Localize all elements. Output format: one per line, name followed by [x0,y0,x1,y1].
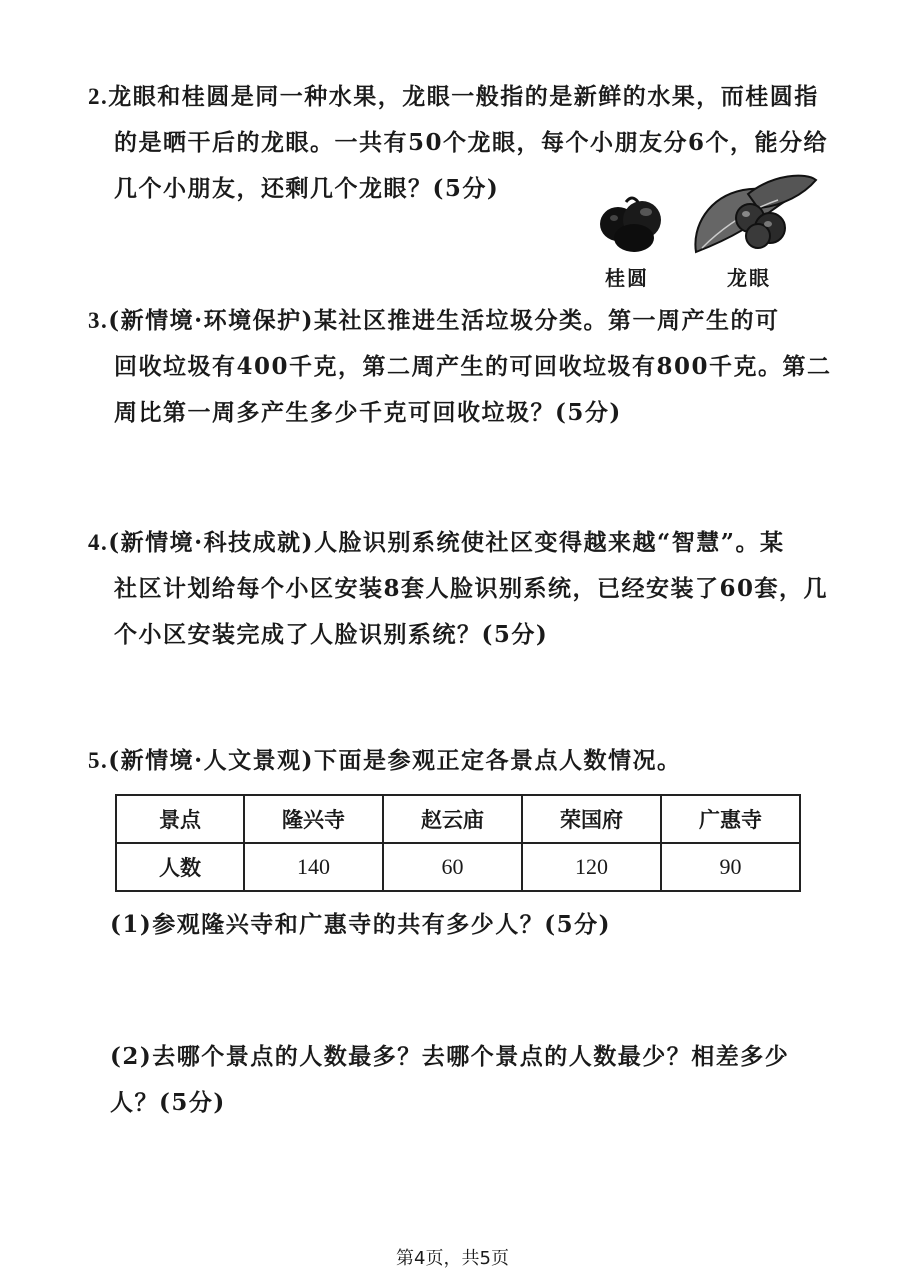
table-cell: 荣国府 [522,795,661,843]
table-header-cell: 人数 [116,843,244,891]
question-number: 2. [88,84,109,109]
dried-longan-icon [596,192,668,254]
question-text-line: 几个小朋友，还剩几个龙眼？(5分) [114,175,500,202]
question-5 [88,738,808,784]
question-text-line: 周比第一周多产生多少千克可回收垃圾？(5分) [114,399,622,426]
table-row [116,843,800,891]
question-4 [88,520,829,658]
page-footer: 第4页，共5页 [396,1248,509,1269]
question-text-line: (新情境·科技成就)人脸识别系统使社区变得越来越“智慧”。某 [108,529,785,556]
question-text-line: 回收垃圾有400千克，第二周产生的可回收垃圾有800千克。第二 [114,353,832,380]
fruit-label-fresh-longan: 龙眼 [727,266,771,290]
table-cell: 赵云庙 [383,795,522,843]
sub-question-2 [110,1034,810,1126]
question-text-line: 人？(5分) [110,1089,226,1116]
question-number: 5. [88,748,109,773]
table-cell: 120 [522,843,661,891]
question-3 [88,298,832,436]
table-row [116,795,800,843]
question-text-line: 个小区安装完成了人脸识别系统？(5分) [114,621,549,648]
question-text-line: 龙眼和桂圆是同一种水果，龙眼一般指的是新鲜的水果，而桂圆指 [108,83,819,110]
question-text-line: (2)去哪个景点的人数最多？去哪个景点的人数最少？相差多少 [110,1043,790,1070]
fresh-longan-icon [688,172,820,258]
question-text-line: 社区计划给每个小区安装8套人脸识别系统，已经安装了60套，几 [114,575,829,602]
question-text-line: (1)参观隆兴寺和广惠寺的共有多少人？(5分) [110,911,612,938]
sub-question-1 [110,902,810,948]
question-text-line: (新情境·人文景观)下面是参观正定各景点人数情况。 [108,747,682,774]
question-text-line: 的是晒干后的龙眼。一共有50个龙眼，每个小朋友分6个，能分给 [114,129,829,156]
question-text-line: (新情境·环境保护)某社区推进生活垃圾分类。第一周产生的可 [108,307,780,334]
table-cell: 隆兴寺 [244,795,383,843]
table-header-cell: 景点 [116,795,244,843]
scenic-spot-table [115,794,801,892]
table-cell: 140 [244,843,383,891]
question-number: 4. [88,530,109,555]
table-cell: 60 [383,843,522,891]
table-cell: 90 [661,843,800,891]
fruit-label-dried-longan: 桂圆 [605,266,649,290]
question-number: 3. [88,308,109,333]
table-cell: 广惠寺 [661,795,800,843]
